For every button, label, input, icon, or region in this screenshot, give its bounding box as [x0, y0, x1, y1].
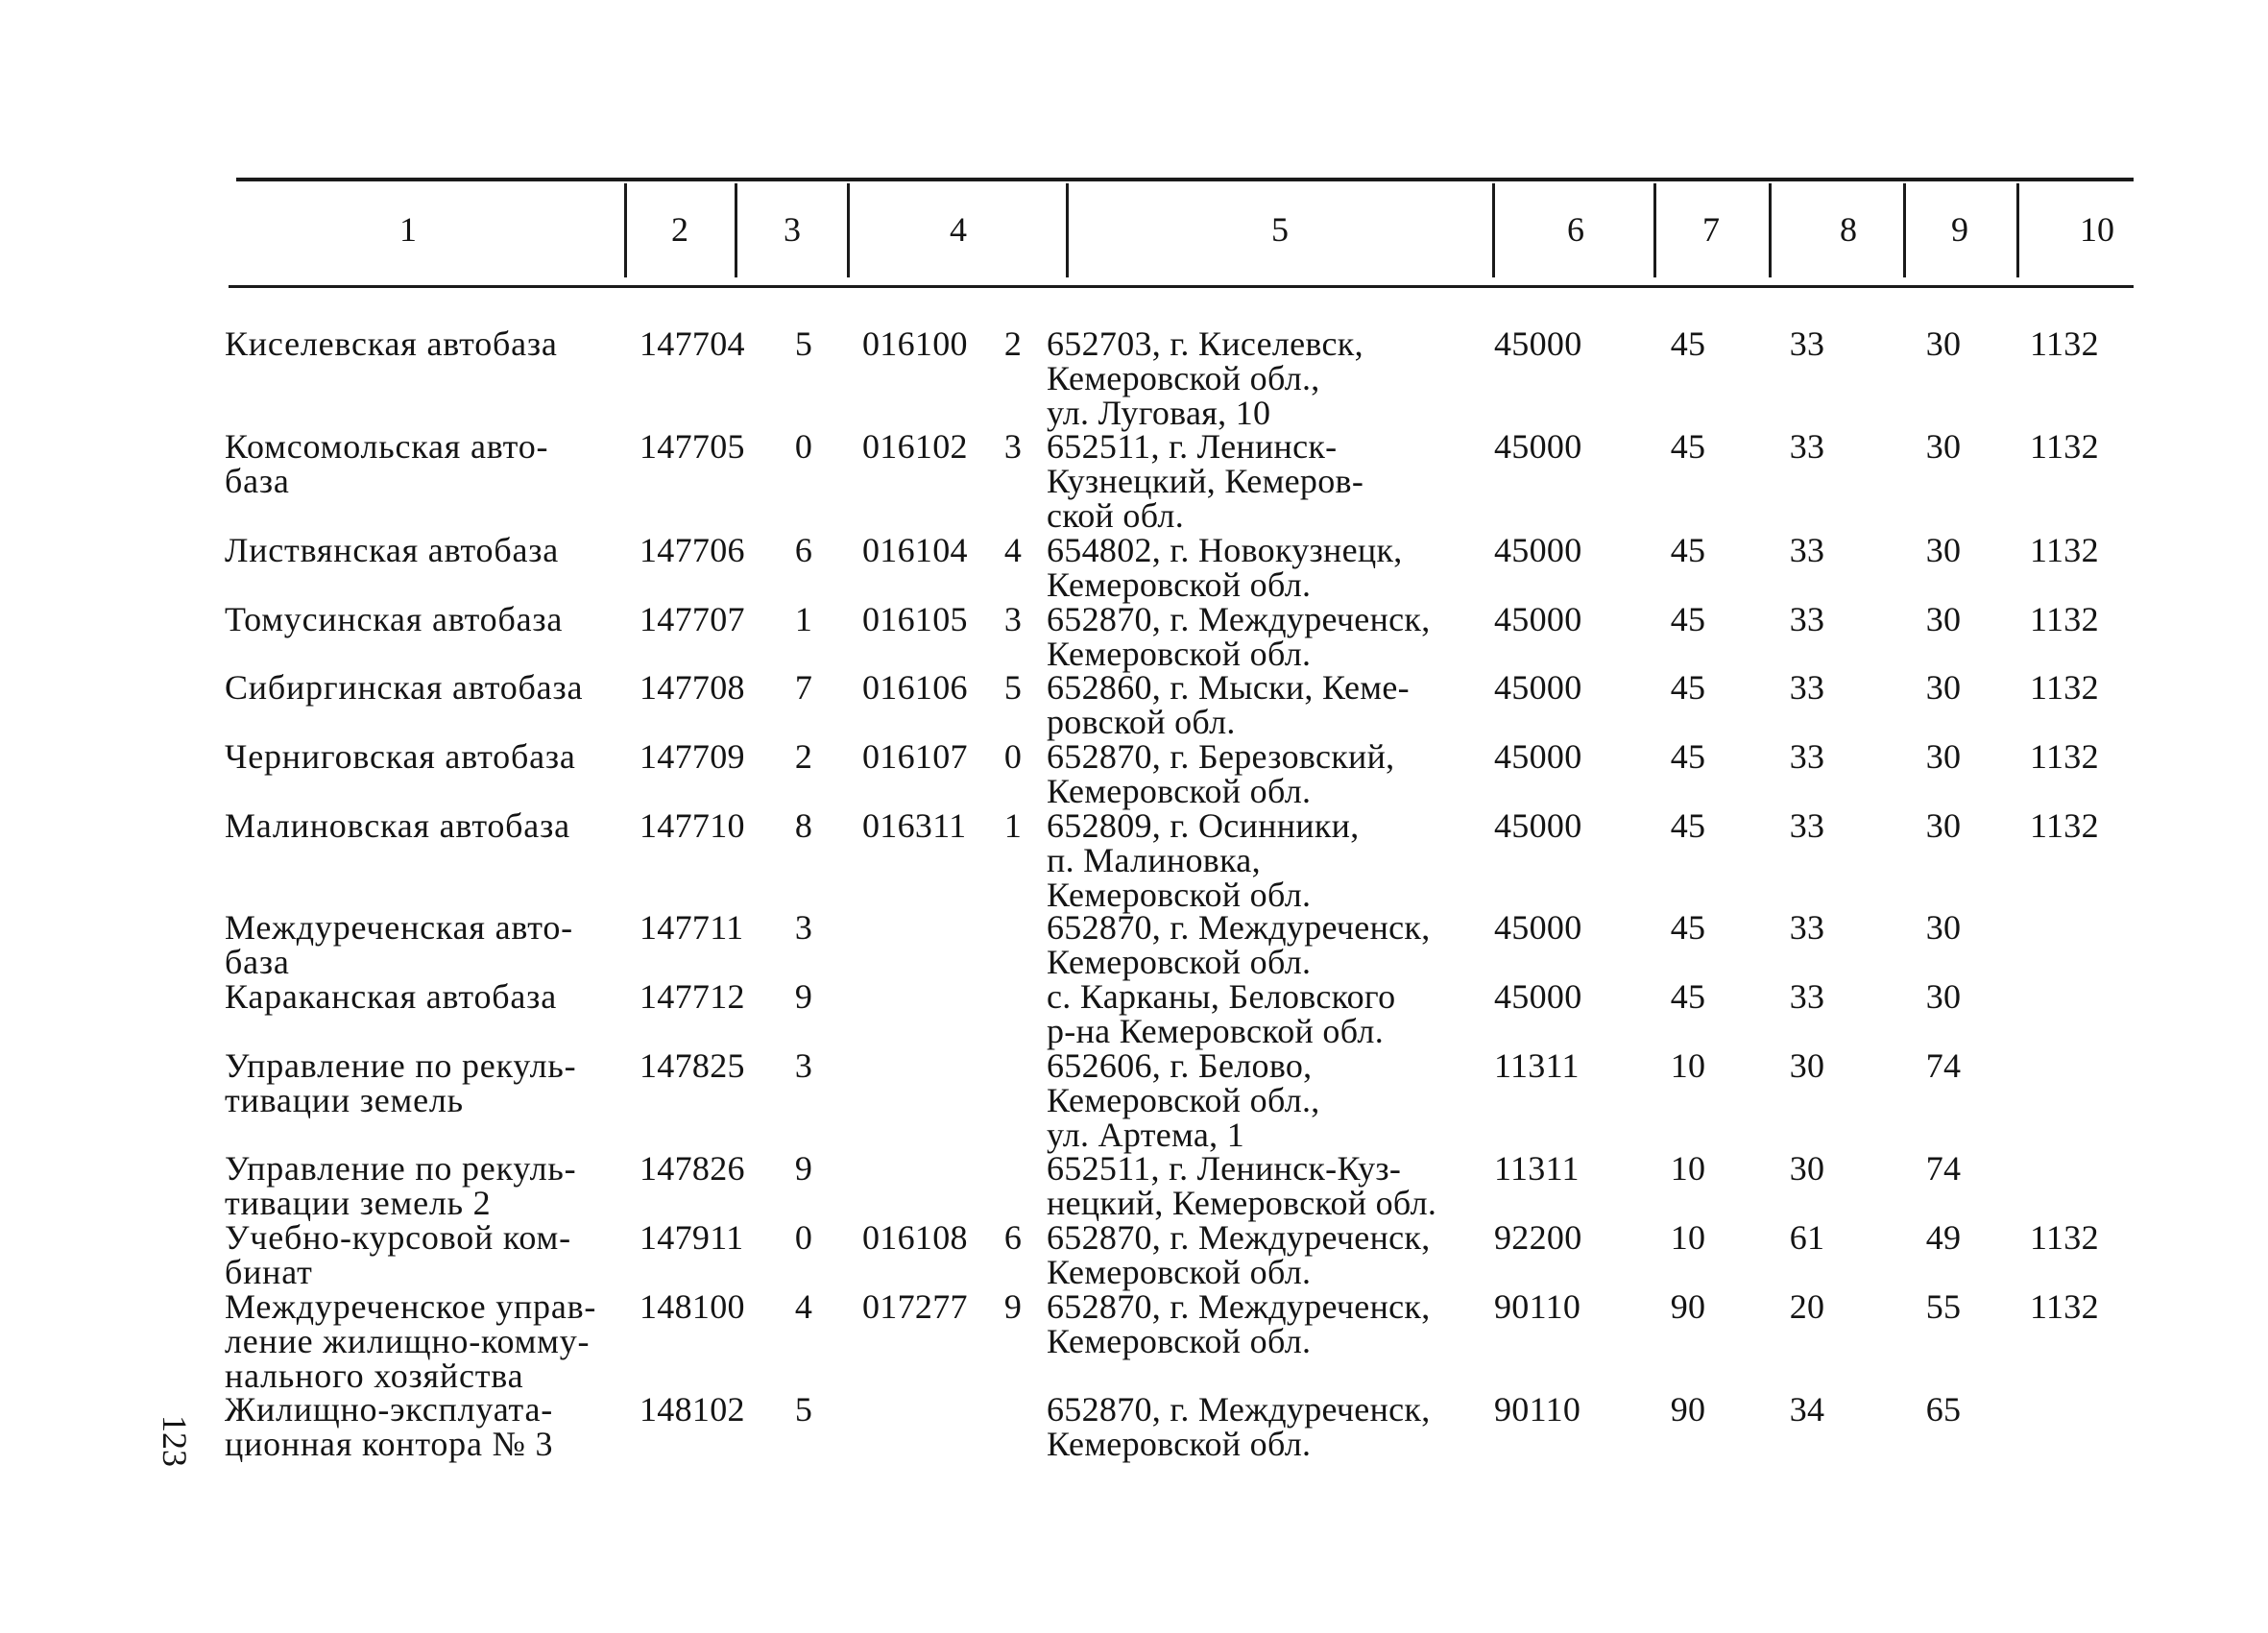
check-digit: 5 — [794, 1390, 813, 1429]
column-7-value: 10 — [1670, 1046, 1706, 1085]
check-digit: 6 — [794, 531, 813, 569]
okonh-code: 45000 — [1494, 908, 1582, 947]
column-10-value: 1132 — [2030, 1287, 2099, 1326]
check-digit: 2 — [1003, 324, 1023, 363]
column-header-10: 10 — [2080, 210, 2114, 249]
column-header-7: 7 — [1702, 210, 1720, 249]
column-divider — [1903, 183, 1906, 277]
table-top-rule — [236, 178, 2134, 181]
address: 652703, г. Киселевск, Кемеровской обл., ул. Луговая, 10 — [1047, 324, 1363, 432]
okpo-code: 147705 — [639, 427, 745, 466]
organization-name: Листвянская автобаза — [225, 531, 560, 569]
column-10-value: 1132 — [2030, 668, 2099, 707]
column-header-8: 8 — [1840, 210, 1857, 249]
column-9-value: 30 — [1925, 668, 1962, 707]
column-9-value: 30 — [1925, 977, 1962, 1016]
address: 652870, г. Междуреченск, Кемеровской обл. — [1047, 600, 1431, 673]
check-digit: 4 — [794, 1287, 813, 1326]
okpo-code: 147710 — [639, 806, 745, 845]
column-8-value: 33 — [1789, 737, 1825, 776]
address: 652870, г. Березовский, Кемеровской обл. — [1047, 737, 1395, 810]
column-7-value: 45 — [1670, 531, 1706, 569]
check-digit: 2 — [794, 737, 813, 776]
address: 654802, г. Новокузнецк, Кемеровской обл. — [1047, 531, 1403, 604]
ministry-code: 016102 — [862, 427, 968, 466]
address: 652606, г. Белово, Кемеровской обл., ул. Артема, 1 — [1047, 1046, 1320, 1154]
check-digit: 3 — [794, 1046, 813, 1085]
ministry-code: 017277 — [862, 1287, 968, 1326]
okpo-code: 147826 — [639, 1149, 745, 1188]
okonh-code: 45000 — [1494, 806, 1582, 845]
column-9-value: 30 — [1925, 324, 1962, 363]
column-7-value: 45 — [1670, 977, 1706, 1016]
okonh-code: 90110 — [1494, 1390, 1581, 1429]
okonh-code: 45000 — [1494, 427, 1582, 466]
column-header-9: 9 — [1951, 210, 1968, 249]
column-header-6: 6 — [1567, 210, 1584, 249]
ministry-code: 016106 — [862, 668, 968, 707]
okonh-code: 45000 — [1494, 531, 1582, 569]
column-7-value: 10 — [1670, 1149, 1706, 1188]
column-8-value: 33 — [1789, 977, 1825, 1016]
column-divider — [735, 183, 737, 277]
column-header-2: 2 — [671, 210, 688, 249]
okpo-code: 147707 — [639, 600, 745, 638]
column-divider — [847, 183, 850, 277]
organization-name: Киселевская автобаза — [225, 324, 558, 363]
address: 652860, г. Мыски, Кеме- ровской обл. — [1047, 668, 1410, 741]
organization-name: Управление по рекуль- тивации земель 2 — [225, 1149, 577, 1222]
column-7-value: 90 — [1670, 1390, 1706, 1429]
column-7-value: 45 — [1670, 324, 1706, 363]
column-header-1: 1 — [399, 210, 417, 249]
okpo-code: 147704 — [639, 324, 745, 363]
column-header-5: 5 — [1271, 210, 1289, 249]
column-7-value: 45 — [1670, 668, 1706, 707]
page-number: 123 — [156, 1415, 194, 1467]
check-digit: 9 — [1003, 1287, 1023, 1326]
organization-name: Междуреченская авто- база — [225, 908, 573, 981]
ministry-code: 016311 — [862, 806, 967, 845]
column-8-value: 61 — [1789, 1218, 1825, 1257]
check-digit: 9 — [794, 977, 813, 1016]
okonh-code: 45000 — [1494, 737, 1582, 776]
ministry-code: 016107 — [862, 737, 968, 776]
check-digit: 1 — [794, 600, 813, 638]
organization-name: Караканская автобаза — [225, 977, 557, 1016]
column-8-value: 33 — [1789, 600, 1825, 638]
check-digit: 0 — [1003, 737, 1023, 776]
check-digit: 5 — [794, 324, 813, 363]
okpo-code: 147825 — [639, 1046, 745, 1085]
address: 652870, г. Междуреченск, Кемеровской обл. — [1047, 1218, 1431, 1291]
column-header-3: 3 — [784, 210, 801, 249]
column-8-value: 20 — [1789, 1287, 1825, 1326]
address: 652511, г. Ленинск-Куз- нецкий, Кемеровской обл. — [1047, 1149, 1437, 1222]
column-9-value: 30 — [1925, 427, 1962, 466]
okpo-code: 147706 — [639, 531, 745, 569]
column-8-value: 33 — [1789, 668, 1825, 707]
column-divider — [1066, 183, 1069, 277]
column-9-value: 55 — [1925, 1287, 1962, 1326]
check-digit: 3 — [1003, 427, 1023, 466]
ministry-code: 016104 — [862, 531, 968, 569]
okpo-code: 147709 — [639, 737, 745, 776]
okpo-code: 147711 — [639, 908, 744, 947]
check-digit: 3 — [1003, 600, 1023, 638]
address: 652870, г. Междуреченск, Кемеровской обл. — [1047, 1390, 1431, 1463]
organization-name: Учебно-курсовой ком- бинат — [225, 1218, 571, 1291]
organization-name: Сибиргинская автобаза — [225, 668, 584, 707]
column-7-value: 45 — [1670, 600, 1706, 638]
column-9-value: 30 — [1925, 737, 1962, 776]
column-divider — [2016, 183, 2019, 277]
address: с. Карканы, Беловского р-на Кемеровской обл. — [1047, 977, 1396, 1050]
column-10-value: 1132 — [2030, 600, 2099, 638]
column-7-value: 45 — [1670, 737, 1706, 776]
column-7-value: 10 — [1670, 1218, 1706, 1257]
check-digit: 5 — [1003, 668, 1023, 707]
address: 652809, г. Осинники, п. Малиновка, Кемеровской обл. — [1047, 806, 1360, 914]
check-digit: 6 — [1003, 1218, 1023, 1257]
ministry-code: 016105 — [862, 600, 968, 638]
column-8-value: 33 — [1789, 427, 1825, 466]
okpo-code: 147708 — [639, 668, 745, 707]
okonh-code: 92200 — [1494, 1218, 1582, 1257]
column-9-value: 30 — [1925, 908, 1962, 947]
ministry-code: 016108 — [862, 1218, 968, 1257]
column-9-value: 74 — [1925, 1046, 1962, 1085]
table-header-bottom-rule — [229, 285, 2134, 288]
okonh-code: 11311 — [1494, 1149, 1580, 1188]
check-digit: 1 — [1003, 806, 1023, 845]
column-7-value: 45 — [1670, 427, 1706, 466]
check-digit: 7 — [794, 668, 813, 707]
column-8-value: 33 — [1789, 806, 1825, 845]
column-9-value: 65 — [1925, 1390, 1962, 1429]
check-digit: 3 — [794, 908, 813, 947]
check-digit: 9 — [794, 1149, 813, 1188]
column-divider — [1653, 183, 1656, 277]
column-7-value: 90 — [1670, 1287, 1706, 1326]
check-digit: 4 — [1003, 531, 1023, 569]
organization-name: Жилищно-эксплуата- ционная контора № 3 — [225, 1390, 554, 1463]
okpo-code: 148102 — [639, 1390, 745, 1429]
column-8-value: 33 — [1789, 531, 1825, 569]
okonh-code: 45000 — [1494, 977, 1582, 1016]
address: 652870, г. Междуреченск, Кемеровской обл. — [1047, 908, 1431, 981]
organization-name: Черниговская автобаза — [225, 737, 576, 776]
check-digit: 0 — [794, 427, 813, 466]
column-10-value: 1132 — [2030, 531, 2099, 569]
okonh-code: 45000 — [1494, 668, 1582, 707]
column-10-value: 1132 — [2030, 427, 2099, 466]
column-8-value: 33 — [1789, 324, 1825, 363]
column-divider — [1492, 183, 1495, 277]
column-9-value: 30 — [1925, 600, 1962, 638]
column-divider — [624, 183, 627, 277]
organization-name: Междуреченское управ- ление жилищно-комму- нального хозяйства — [225, 1287, 597, 1395]
column-8-value: 30 — [1789, 1149, 1825, 1188]
column-divider — [1769, 183, 1772, 277]
okonh-code: 90110 — [1494, 1287, 1581, 1326]
okpo-code: 148100 — [639, 1287, 745, 1326]
column-8-value: 30 — [1789, 1046, 1825, 1085]
check-digit: 0 — [794, 1218, 813, 1257]
check-digit: 8 — [794, 806, 813, 845]
column-9-value: 30 — [1925, 531, 1962, 569]
column-9-value: 49 — [1925, 1218, 1962, 1257]
ministry-code: 016100 — [862, 324, 968, 363]
okonh-code: 45000 — [1494, 324, 1582, 363]
column-10-value: 1132 — [2030, 737, 2099, 776]
column-10-value: 1132 — [2030, 324, 2099, 363]
organization-name: Томусинская автобаза — [225, 600, 564, 638]
okpo-code: 147712 — [639, 977, 745, 1016]
column-8-value: 34 — [1789, 1390, 1825, 1429]
column-7-value: 45 — [1670, 806, 1706, 845]
column-9-value: 30 — [1925, 806, 1962, 845]
column-7-value: 45 — [1670, 908, 1706, 947]
organization-name: Комсомольская авто- база — [225, 427, 549, 500]
column-9-value: 74 — [1925, 1149, 1962, 1188]
column-8-value: 33 — [1789, 908, 1825, 947]
address: 652511, г. Ленинск- Кузнецкий, Кемеров- ской обл. — [1047, 427, 1364, 535]
column-header-4: 4 — [950, 210, 967, 249]
organization-name: Управление по рекуль- тивации земель — [225, 1046, 577, 1119]
address: 652870, г. Междуреченск, Кемеровской обл. — [1047, 1287, 1431, 1360]
okpo-code: 147911 — [639, 1218, 744, 1257]
column-10-value: 1132 — [2030, 806, 2099, 845]
column-10-value: 1132 — [2030, 1218, 2099, 1257]
okonh-code: 45000 — [1494, 600, 1582, 638]
organization-name: Малиновская автобаза — [225, 806, 570, 845]
okonh-code: 11311 — [1494, 1046, 1580, 1085]
